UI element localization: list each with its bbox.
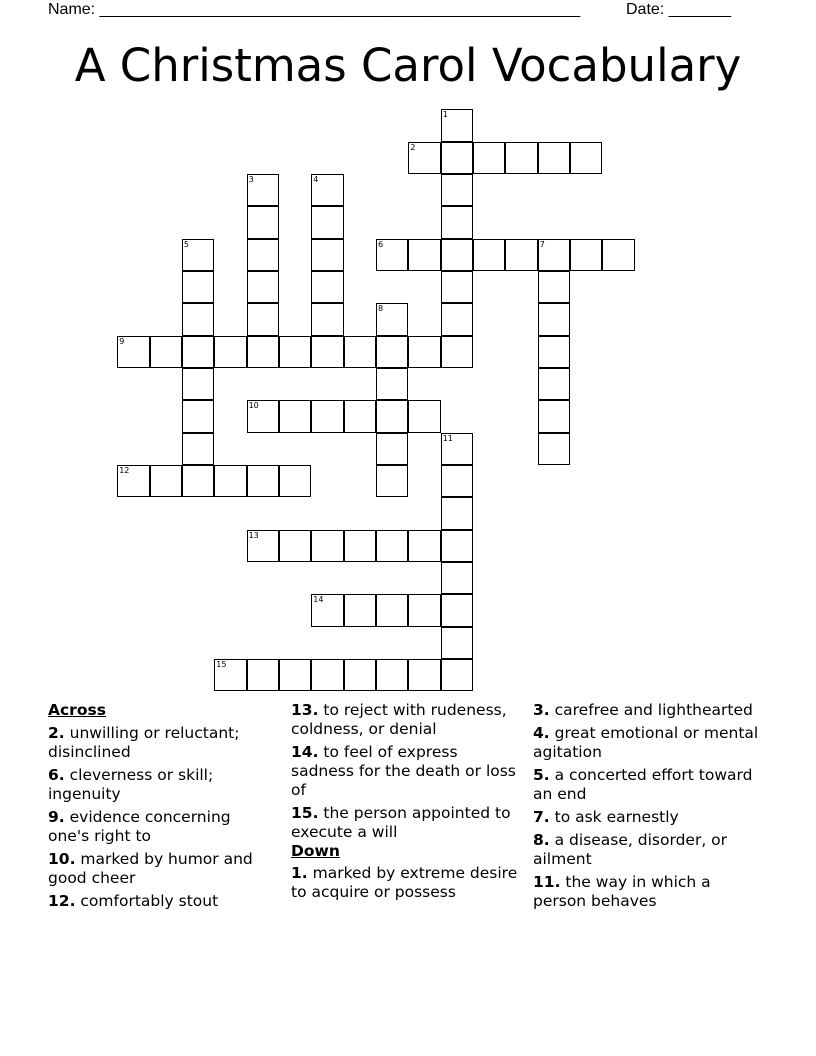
grid-cell[interactable]	[376, 239, 408, 271]
grid-cell[interactable]	[247, 465, 279, 497]
grid-cell[interactable]	[441, 271, 473, 303]
grid-cell[interactable]	[117, 336, 149, 368]
grid-cell[interactable]	[182, 400, 214, 432]
grid-cell[interactable]	[279, 465, 311, 497]
grid-cell[interactable]	[344, 530, 376, 562]
grid-cell[interactable]	[570, 142, 602, 174]
grid-cell[interactable]	[441, 497, 473, 529]
grid-cell[interactable]	[311, 239, 343, 271]
grid-cell[interactable]	[279, 530, 311, 562]
grid-cell[interactable]	[570, 239, 602, 271]
clue-number: 8	[378, 304, 384, 314]
clues-column-3	[533, 701, 761, 915]
clue-across-6: 6. cleverness or skill; ingenuity	[48, 766, 214, 803]
grid-cell[interactable]	[247, 239, 279, 271]
clue-number: 13	[248, 530, 259, 540]
grid-cell[interactable]	[344, 594, 376, 626]
grid-cell[interactable]	[408, 142, 440, 174]
grid-cell[interactable]	[441, 659, 473, 691]
grid-cell[interactable]	[117, 465, 149, 497]
grid-cell[interactable]	[247, 206, 279, 238]
clue-down-8: 8. a disease, disorder, or ailment	[533, 831, 728, 868]
clue-across-2: 2. unwilling or reluctant; disinclined	[48, 724, 240, 761]
grid-cell[interactable]	[214, 659, 246, 691]
clue-down-4: 4. great emotional or mental agitation	[533, 724, 759, 761]
grid-cell[interactable]	[441, 627, 473, 659]
grid-cell[interactable]	[311, 206, 343, 238]
grid-cell[interactable]	[441, 562, 473, 594]
grid-cell[interactable]	[279, 659, 311, 691]
clue-down-11: 11. the way in which a person behaves	[533, 873, 711, 910]
clues-column-1	[48, 701, 276, 915]
grid-cell[interactable]	[311, 174, 343, 206]
grid-cell[interactable]	[408, 239, 440, 271]
clue-across-15: 15. the person appointed to execute a will	[291, 804, 511, 841]
grid-cell[interactable]	[408, 530, 440, 562]
grid-cell[interactable]	[344, 400, 376, 432]
clue-down-7: 7. to ask earnestly	[533, 808, 679, 826]
clue-number: 5	[183, 239, 189, 249]
grid-cell[interactable]	[182, 433, 214, 465]
grid-cell[interactable]	[311, 303, 343, 335]
grid-cell[interactable]	[538, 433, 570, 465]
grid-cell[interactable]	[247, 271, 279, 303]
clue-number: 1	[442, 110, 448, 120]
grid-cell[interactable]	[376, 303, 408, 335]
clue-across-9: 9. evidence concerning one's right to	[48, 808, 231, 845]
grid-cell[interactable]	[505, 142, 537, 174]
grid-cell[interactable]	[214, 336, 246, 368]
clue-number: 7	[539, 239, 545, 249]
grid-cell[interactable]	[182, 336, 214, 368]
grid-cell[interactable]	[279, 400, 311, 432]
grid-cell[interactable]	[538, 271, 570, 303]
grid-cell[interactable]	[344, 336, 376, 368]
grid-cell[interactable]	[182, 303, 214, 335]
grid-cell[interactable]	[538, 336, 570, 368]
grid-cell[interactable]	[311, 659, 343, 691]
clue-number: 6	[378, 239, 384, 249]
across-heading: Across	[48, 701, 106, 719]
grid-cell[interactable]	[247, 400, 279, 432]
grid-cell[interactable]	[376, 465, 408, 497]
grid-cell[interactable]	[376, 659, 408, 691]
clue-number: 3	[248, 174, 254, 184]
grid-cell[interactable]	[441, 530, 473, 562]
clues-column-2	[291, 701, 519, 906]
grid-cell[interactable]	[311, 336, 343, 368]
grid-cell[interactable]	[376, 433, 408, 465]
grid-cell[interactable]	[408, 594, 440, 626]
clue-across-10: 10. marked by humor and good cheer	[48, 850, 253, 887]
date-field: Date: _______	[626, 1, 731, 18]
grid-cell[interactable]	[182, 465, 214, 497]
page-title: A Christmas Carol Vocabulary	[74, 39, 742, 92]
grid-cell[interactable]	[441, 142, 473, 174]
grid-cell[interactable]	[441, 433, 473, 465]
clue-number: 9	[119, 336, 125, 346]
clue-number: 12	[119, 466, 130, 476]
grid-cell[interactable]	[441, 594, 473, 626]
grid-cell[interactable]	[538, 142, 570, 174]
grid-cell[interactable]	[441, 239, 473, 271]
grid-cell[interactable]	[505, 239, 537, 271]
grid-cell[interactable]	[311, 594, 343, 626]
grid-cell[interactable]	[247, 530, 279, 562]
grid-cell[interactable]	[182, 368, 214, 400]
clue-across-13: 13. to reject with rudeness, coldness, or denial	[291, 701, 507, 738]
clue-number: 10	[248, 401, 259, 411]
name-field: Name: ______________________________________________________	[48, 1, 581, 18]
grid-cell[interactable]	[376, 530, 408, 562]
grid-cell[interactable]	[344, 659, 376, 691]
clue-down-1: 1. marked by extreme desire to acquire or possess	[291, 864, 518, 901]
clue-number: 2	[410, 142, 416, 152]
clue-number: 15	[216, 660, 227, 670]
grid-cell[interactable]	[376, 368, 408, 400]
clue-across-12: 12. comfortably stout	[48, 892, 219, 910]
grid-cell[interactable]	[247, 659, 279, 691]
grid-cell[interactable]	[441, 174, 473, 206]
grid-cell[interactable]	[376, 336, 408, 368]
grid-cell[interactable]	[538, 368, 570, 400]
grid-cell[interactable]	[538, 400, 570, 432]
grid-cell[interactable]	[150, 336, 182, 368]
grid-cell[interactable]	[311, 400, 343, 432]
grid-cell[interactable]	[441, 465, 473, 497]
grid-cell[interactable]	[441, 336, 473, 368]
grid-cell[interactable]	[602, 239, 634, 271]
grid-cell[interactable]	[408, 400, 440, 432]
grid-cell[interactable]	[441, 109, 473, 141]
grid-cell[interactable]	[311, 530, 343, 562]
grid-cell[interactable]	[150, 465, 182, 497]
grid-cell[interactable]	[279, 336, 311, 368]
grid-cell[interactable]	[473, 239, 505, 271]
grid-cell[interactable]	[538, 303, 570, 335]
grid-cell[interactable]	[473, 142, 505, 174]
grid-cell[interactable]	[376, 400, 408, 432]
grid-cell[interactable]	[247, 174, 279, 206]
clue-down-5: 5. a concerted effort toward an end	[533, 766, 753, 803]
grid-cell[interactable]	[408, 336, 440, 368]
clue-number: 14	[313, 595, 324, 605]
grid-cell[interactable]	[441, 303, 473, 335]
grid-cell[interactable]	[247, 303, 279, 335]
grid-cell[interactable]	[247, 336, 279, 368]
clue-across-14: 14. to feel of express sadness for the death or loss of	[291, 743, 516, 799]
grid-cell[interactable]	[376, 594, 408, 626]
grid-cell[interactable]	[408, 659, 440, 691]
grid-cell[interactable]	[182, 271, 214, 303]
down-heading: Down	[291, 842, 340, 860]
grid-cell[interactable]	[214, 465, 246, 497]
clue-number: 4	[313, 174, 319, 184]
grid-cell[interactable]	[311, 271, 343, 303]
grid-cell[interactable]	[182, 239, 214, 271]
grid-cell[interactable]	[441, 206, 473, 238]
clue-number: 11	[442, 433, 453, 443]
grid-cell[interactable]	[538, 239, 570, 271]
clue-down-3: 3. carefree and lighthearted	[533, 701, 753, 719]
